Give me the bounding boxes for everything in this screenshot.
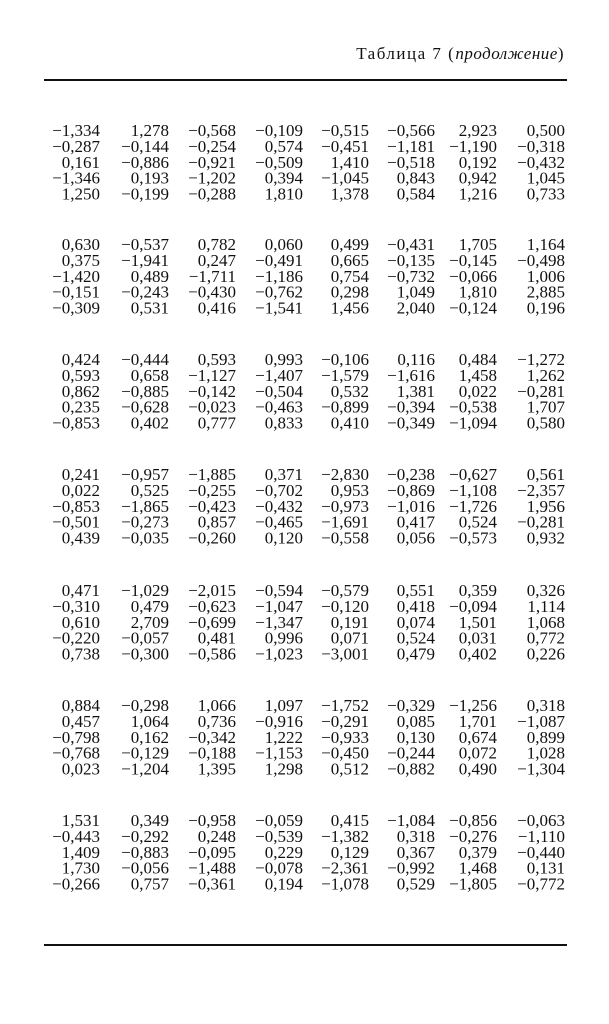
table-cell: 0,524: [458, 512, 497, 532]
table-cell: 0,367: [396, 842, 435, 862]
table-cell: 2,885: [526, 282, 565, 302]
table-cell: 0,439: [61, 528, 100, 548]
table-cell: −2,361: [321, 858, 369, 878]
table-cell: −0,255: [188, 480, 236, 500]
table-cell: 0,415: [330, 811, 369, 830]
table-cell: 1,378: [330, 184, 369, 204]
table-cell: 0,996: [264, 628, 303, 648]
table-cell: 1,707: [526, 397, 565, 417]
table-cell: −0,094: [449, 596, 497, 616]
table-cell: 1,064: [130, 711, 169, 731]
table-cell: −0,594: [255, 581, 303, 600]
table-cell: −0,266: [52, 874, 100, 894]
table-cell: −1,181: [387, 136, 435, 156]
table-cell: −0,145: [449, 250, 497, 270]
table-cell: 0,551: [396, 581, 435, 600]
table-cell: −1,865: [121, 496, 169, 516]
table-cell: −0,430: [188, 282, 236, 302]
table-cell: 1,006: [526, 266, 565, 286]
table-cell: 0,023: [61, 759, 100, 779]
table-cell: 0,072: [458, 743, 497, 763]
table-cell: 0,394: [264, 168, 303, 188]
table-cell: −0,732: [387, 266, 435, 286]
table-cell: 0,085: [396, 711, 435, 731]
table-cell: 1,216: [458, 184, 497, 204]
table-cell: 0,417: [396, 512, 435, 532]
table-cell: 0,416: [197, 298, 236, 318]
table-cell: 1,114: [527, 596, 565, 616]
table-cell: 0,610: [61, 612, 100, 632]
table-cell: 0,457: [61, 711, 100, 731]
table-cell: 0,757: [130, 874, 169, 894]
table-cell: 0,490: [458, 759, 497, 779]
table-cell: −0,342: [188, 727, 236, 747]
table-cell: −0,244: [387, 743, 435, 763]
table-cell: −1,084: [387, 811, 435, 830]
table-cell: 1,410: [330, 152, 369, 172]
table-cell: −1,045: [321, 168, 369, 188]
table-cell: 0,191: [330, 612, 369, 632]
table-cell: −0,518: [387, 152, 435, 172]
table-cell: 0,665: [330, 250, 369, 270]
table-cell: −0,768: [52, 743, 100, 763]
table-cell: −0,899: [321, 397, 369, 417]
table-cell: 0,932: [526, 528, 565, 548]
table-cell: −0,142: [188, 381, 236, 401]
table-cell: −0,463: [255, 397, 303, 417]
table-cell: 0,130: [396, 727, 435, 747]
table-cell: −0,853: [52, 413, 100, 433]
bottom-rule: [44, 944, 567, 946]
table-cell: 0,484: [458, 350, 497, 369]
table-cell: −1,541: [255, 298, 303, 318]
table-cell: −0,627: [449, 465, 497, 484]
table-cell: 0,884: [61, 696, 100, 715]
table-cell: 0,056: [396, 528, 435, 548]
table-cell: −0,444: [121, 350, 169, 369]
table-cell: 0,424: [61, 350, 100, 369]
table-cell: −0,310: [52, 596, 100, 616]
table-cell: −0,432: [517, 152, 565, 172]
table-cell: −0,538: [449, 397, 497, 417]
table-cell: −1,726: [449, 496, 497, 516]
table-block: [52, 235, 565, 318]
table-cell: 0,733: [526, 184, 565, 204]
table-cell: −0,579: [321, 581, 369, 600]
table-cell: −0,573: [449, 528, 497, 548]
table-cell: 0,022: [458, 381, 497, 401]
table-cell: 0,736: [197, 711, 236, 731]
table-cell: 0,524: [396, 628, 435, 648]
table-cell: −1,110: [517, 826, 565, 846]
table-cell: −0,798: [52, 727, 100, 747]
table-cell: −0,151: [52, 282, 100, 302]
table-cell: −0,628: [121, 397, 169, 417]
table-cell: −0,762: [255, 282, 303, 302]
table-cell: −0,124: [449, 298, 497, 318]
table-cell: −0,135: [387, 250, 435, 270]
table-cell: −1,202: [188, 168, 236, 188]
table-cell: −1,256: [449, 696, 497, 715]
table-cell: −1,346: [52, 168, 100, 188]
table-cell: 0,479: [396, 644, 435, 664]
table-cell: −1,941: [121, 250, 169, 270]
table-cell: −0,537: [121, 235, 169, 254]
table-cell: −0,281: [517, 512, 565, 532]
table-cell: 0,862: [61, 381, 100, 401]
table-cell: −0,188: [188, 743, 236, 763]
table-cell: −0,958: [188, 811, 236, 830]
table-cell: 2,040: [396, 298, 435, 318]
table-cell: 0,561: [526, 465, 565, 484]
table-cell: −0,260: [188, 528, 236, 548]
table-cell: −0,120: [321, 596, 369, 616]
table-cell: 0,229: [264, 842, 303, 862]
table-cell: 1,097: [264, 696, 303, 715]
table-cell: −0,856: [449, 811, 497, 830]
table-cell: −0,144: [121, 136, 169, 156]
table-cell: −0,059: [255, 811, 303, 830]
table-cell: −1,186: [255, 266, 303, 286]
table-cell: 0,371: [264, 465, 303, 484]
table-cell: −0,300: [121, 644, 169, 664]
table-cell: −0,349: [387, 413, 435, 433]
table-cell: −0,254: [188, 136, 236, 156]
table-cell: 0,410: [330, 413, 369, 433]
table-cell: 1,501: [458, 612, 497, 632]
table-cell: 1,066: [197, 696, 236, 715]
table-cell: 0,499: [330, 235, 369, 254]
table-cell: −0,623: [188, 596, 236, 616]
table-cell: 0,481: [197, 628, 236, 648]
table-cell: −0,973: [321, 496, 369, 516]
table-cell: 1,298: [264, 759, 303, 779]
table-cell: −0,772: [517, 874, 565, 894]
table-cell: 0,402: [458, 644, 497, 664]
table-cell: −0,916: [255, 711, 303, 731]
table-block: [52, 465, 565, 548]
table-cell: −0,220: [52, 628, 100, 648]
table-cell: −0,992: [387, 858, 435, 878]
table-cell: 0,593: [197, 350, 236, 369]
continuation-note: продолжение: [455, 44, 558, 63]
table-cell: 1,810: [458, 282, 497, 302]
table-cell: −1,016: [387, 496, 435, 516]
table-cell: −0,443: [52, 826, 100, 846]
table-cell: 1,705: [458, 235, 497, 254]
table-cell: 0,674: [458, 727, 497, 747]
table-cell: 1,468: [458, 858, 497, 878]
table-cell: 1,409: [61, 842, 100, 862]
table-cell: −0,276: [449, 826, 497, 846]
table-cell: −0,465: [255, 512, 303, 532]
table-cell: −0,066: [449, 266, 497, 286]
table-cell: 0,248: [197, 826, 236, 846]
table-cell: 0,120: [264, 528, 303, 548]
table-cell: 2,923: [458, 121, 497, 140]
table-cell: −1,127: [188, 365, 236, 385]
caption-open-paren: (: [448, 44, 456, 63]
table-cell: −0,288: [188, 184, 236, 204]
table-cell: 0,993: [264, 350, 303, 369]
table-cell: 1,956: [526, 496, 565, 516]
table-cell: −1,885: [188, 465, 236, 484]
table-cell: 1,045: [526, 168, 565, 188]
table-cell: 0,298: [330, 282, 369, 302]
table-cell: −0,423: [188, 496, 236, 516]
table-cell: 0,833: [264, 413, 303, 433]
table-cell: 0,060: [264, 235, 303, 254]
table-cell: 1,028: [526, 743, 565, 763]
table-cell: 0,630: [61, 235, 100, 254]
table-cell: −0,702: [255, 480, 303, 500]
table-cell: 0,196: [526, 298, 565, 318]
table-cell: 1,456: [330, 298, 369, 318]
table-cell: 0,782: [197, 235, 236, 254]
table-cell: −0,921: [188, 152, 236, 172]
table-cell: 0,193: [130, 168, 169, 188]
table-cell: 0,532: [330, 381, 369, 401]
table-cell: 0,512: [330, 759, 369, 779]
table-cell: 0,375: [61, 250, 100, 270]
table-cell: −0,450: [321, 743, 369, 763]
table-cell: −0,287: [52, 136, 100, 156]
table-cell: 1,458: [458, 365, 497, 385]
table-cell: −0,291: [321, 711, 369, 731]
table-cell: 0,754: [330, 266, 369, 286]
table-cell: −0,309: [52, 298, 100, 318]
table-cell: −1,347: [255, 612, 303, 632]
table-cell: 0,162: [130, 727, 169, 747]
table-cell: −0,298: [121, 696, 169, 715]
table-cell: −0,869: [387, 480, 435, 500]
table-cell: −1,420: [52, 266, 100, 286]
table-cell: 0,241: [61, 465, 100, 484]
table-cell: −1,382: [321, 826, 369, 846]
table-cell: −0,498: [517, 250, 565, 270]
table-cell: −1,488: [188, 858, 236, 878]
table-cell: −1,078: [321, 874, 369, 894]
table-cell: 0,738: [61, 644, 100, 664]
table-cell: −0,432: [255, 496, 303, 516]
table-cell: −0,886: [121, 152, 169, 172]
table-cell: 0,161: [61, 152, 100, 172]
table-cell: −0,558: [321, 528, 369, 548]
table-cell: −1,805: [449, 874, 497, 894]
table-cell: 0,318: [526, 696, 565, 715]
table-cell: 0,843: [396, 168, 435, 188]
table-cell: 0,531: [130, 298, 169, 318]
table-cell: 1,250: [61, 184, 100, 204]
table-cell: 1,810: [264, 184, 303, 204]
table-cell: 0,235: [61, 397, 100, 417]
table-cell: −1,204: [121, 759, 169, 779]
table-cell: −0,035: [121, 528, 169, 548]
table-block: [52, 121, 565, 204]
table-cell: −0,318: [517, 136, 565, 156]
table-cell: 0,349: [130, 811, 169, 830]
table-cell: −0,238: [387, 465, 435, 484]
table-cell: 1,222: [264, 727, 303, 747]
table-cell: −0,504: [255, 381, 303, 401]
table-cell: 0,574: [264, 136, 303, 156]
table-cell: −0,361: [188, 874, 236, 894]
table-cell: −0,329: [387, 696, 435, 715]
table-cell: 0,489: [130, 266, 169, 286]
table-cell: 0,525: [130, 480, 169, 500]
table-cell: 0,658: [130, 365, 169, 385]
table-cell: 0,584: [396, 184, 435, 204]
table-cell: −1,190: [449, 136, 497, 156]
table-cell: 0,326: [526, 581, 565, 600]
table-cell: 1,049: [396, 282, 435, 302]
table-cell: −0,431: [387, 235, 435, 254]
table-cell: −0,568: [188, 121, 236, 140]
table-cell: −0,273: [121, 512, 169, 532]
table-cell: 2,709: [130, 612, 169, 632]
table-cell: −1,094: [449, 413, 497, 433]
table-cell: 1,278: [130, 121, 169, 140]
table-cell: −0,539: [255, 826, 303, 846]
table-cell: −0,853: [52, 496, 100, 516]
table-cell: −1,579: [321, 365, 369, 385]
table-cell: 0,418: [396, 596, 435, 616]
table-cell: −1,047: [255, 596, 303, 616]
table-block: [52, 811, 565, 894]
table-cell: −0,699: [188, 612, 236, 632]
table-cell: 0,899: [526, 727, 565, 747]
table-cell: 0,402: [130, 413, 169, 433]
table-cell: −1,691: [321, 512, 369, 532]
table-cell: 0,194: [264, 874, 303, 894]
table-cell: −0,023: [188, 397, 236, 417]
table-label: Таблица: [356, 44, 427, 63]
table-cell: 0,071: [330, 628, 369, 648]
table-cell: 1,701: [458, 711, 497, 731]
table-cell: 0,226: [526, 644, 565, 664]
table-cell: −1,334: [52, 121, 100, 140]
table-cell: −0,586: [188, 644, 236, 664]
table-cell: −0,933: [321, 727, 369, 747]
table-cell: −0,501: [52, 512, 100, 532]
table-cell: −0,566: [387, 121, 435, 140]
table-block: [52, 350, 565, 433]
table-cell: −1,407: [255, 365, 303, 385]
table-cell: −1,752: [321, 696, 369, 715]
table-cell: −1,304: [517, 759, 565, 779]
table-cell: 0,192: [458, 152, 497, 172]
table-cell: −2,015: [188, 581, 236, 600]
table-cell: 0,772: [526, 628, 565, 648]
table-cell: 0,777: [197, 413, 236, 433]
table-cell: −0,491: [255, 250, 303, 270]
table-cell: −0,292: [121, 826, 169, 846]
table-cell: −0,078: [255, 858, 303, 878]
table-cell: 1,395: [197, 759, 236, 779]
table-cell: −1,153: [255, 743, 303, 763]
table-cell: −0,885: [121, 381, 169, 401]
table-cell: 1,730: [61, 858, 100, 878]
table-cell: 1,164: [526, 235, 565, 254]
table-cell: −1,108: [449, 480, 497, 500]
table-block: [52, 696, 565, 779]
table-number: 7: [432, 44, 443, 63]
table-cell: −0,515: [321, 121, 369, 140]
table-cell: −1,711: [188, 266, 236, 286]
table-cell: −0,063: [517, 811, 565, 830]
table-cell: −0,883: [121, 842, 169, 862]
table-cell: 0,318: [396, 826, 435, 846]
table-cell: −0,199: [121, 184, 169, 204]
table-cell: −2,357: [517, 480, 565, 500]
table-cell: 0,022: [61, 480, 100, 500]
table-cell: 0,593: [61, 365, 100, 385]
table-cell: −0,281: [517, 381, 565, 401]
table-cell: −3,001: [321, 644, 369, 664]
table-cell: 0,074: [396, 612, 435, 632]
table-cell: 0,500: [526, 121, 565, 140]
table-cell: −0,957: [121, 465, 169, 484]
table-cell: 1,262: [526, 365, 565, 385]
table-cell: −0,451: [321, 136, 369, 156]
table-cell: 0,580: [526, 413, 565, 433]
table-cell: 1,068: [526, 612, 565, 632]
table-cell: −0,057: [121, 628, 169, 648]
table-cell: 0,131: [526, 858, 565, 878]
table-cell: 1,531: [61, 811, 100, 830]
table-cell: −0,106: [321, 350, 369, 369]
table-cell: 0,247: [197, 250, 236, 270]
table-cell: 0,379: [458, 842, 497, 862]
table-cell: −0,882: [387, 759, 435, 779]
table-cell: −1,023: [255, 644, 303, 664]
table-cell: 0,857: [197, 512, 236, 532]
table-cell: −1,029: [121, 581, 169, 600]
table-cell: −0,394: [387, 397, 435, 417]
table-cell: 0,471: [61, 581, 100, 600]
table-cell: −1,272: [517, 350, 565, 369]
table-cell: 0,359: [458, 581, 497, 600]
table-cell: 1,381: [396, 381, 435, 401]
table-cell: 0,031: [458, 628, 497, 648]
table-cell: −0,109: [255, 121, 303, 140]
table-block: [52, 581, 565, 664]
table-cell: 0,529: [396, 874, 435, 894]
table-cell: 0,129: [330, 842, 369, 862]
table-cell: −0,129: [121, 743, 169, 763]
table-cell: −0,440: [517, 842, 565, 862]
table-cell: −0,056: [121, 858, 169, 878]
table-cell: 0,953: [330, 480, 369, 500]
table-cell: −1,616: [387, 365, 435, 385]
table-cell: 0,479: [130, 596, 169, 616]
caption-close-paren: ): [557, 44, 565, 63]
table-cell: −1,087: [517, 711, 565, 731]
table-cell: −0,095: [188, 842, 236, 862]
table-cell: 0,116: [397, 350, 435, 369]
table-cell: −0,509: [255, 152, 303, 172]
table-cell: −2,830: [321, 465, 369, 484]
table-cell: 0,942: [458, 168, 497, 188]
table-cell: −0,243: [121, 282, 169, 302]
